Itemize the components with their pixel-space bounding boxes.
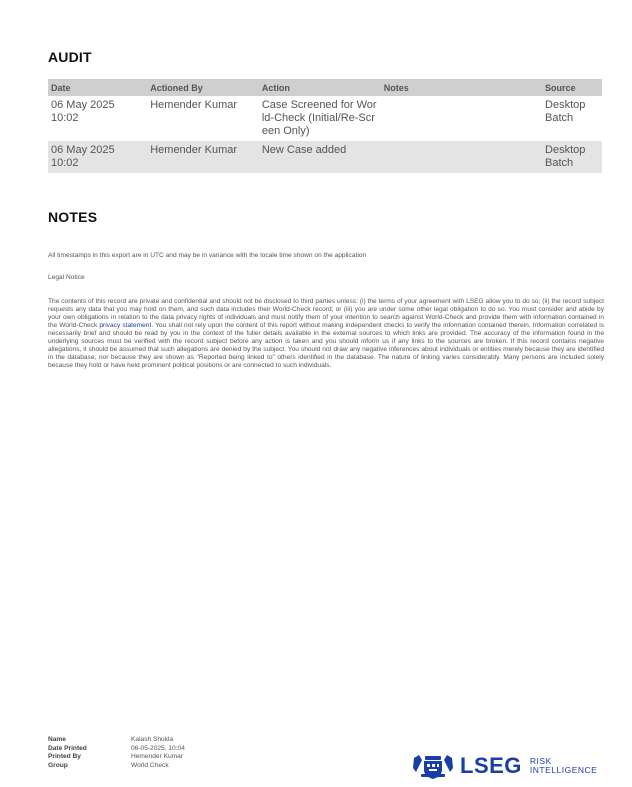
notes-title: NOTES <box>48 209 98 225</box>
meta-value: Kalash Shukla <box>131 736 174 743</box>
cell-notes <box>381 96 542 141</box>
audit-table <box>48 79 602 173</box>
audit-title: AUDIT <box>48 49 92 65</box>
logo-subtitle-line2: INTELLIGENCE <box>529 765 598 775</box>
column-header-source: Source <box>542 79 602 96</box>
meta-value: Hemender Kumar <box>131 753 184 760</box>
cell-actioned-by: Hemender Kumar <box>147 141 259 173</box>
meta-row-name <box>48 736 185 745</box>
logo-subtitle-line1: RISK <box>529 756 552 766</box>
cell-date: 06 May 2025 10:02 <box>48 96 147 141</box>
meta-label: Group <box>48 761 68 769</box>
column-header-action: Action <box>259 79 381 96</box>
audit-header-row <box>48 79 602 96</box>
legal-text-part2: . You shall not rely upon the content of this report without making independent checks to verify the information contained therein. Information correlated is necessarily brief and should be read by you in the context of the fuller details available in the external sources to which links are provided. The accuracy of the information found in the underlying sources must be verified with the record subject before any action is taken and you should inform us if any links to the sources are broken. If this record contains negative allegations, it should be assumed that such allegations are denied by the subject. You should not draw any negative inferences about individuals or entities merely because they are identified in the database, nor because they are shown as "Reported being linked to" others identified in the database. The nature of linking varies considerably. Many persons are included solely because they hold or have held prominent political positions or are connected to such individuals. <box>48 322 604 369</box>
column-header-actioned-by: Actioned By <box>147 79 259 96</box>
meta-label: Date Printed <box>48 744 87 752</box>
table-row <box>48 141 602 173</box>
legal-notice-heading: Legal Notice <box>48 274 85 281</box>
cell-actioned-by: Hemender Kumar <box>147 96 259 141</box>
column-header-notes: Notes <box>381 79 542 96</box>
cell-action: New Case added <box>259 141 381 173</box>
meta-value: 06-05-2025, 10:04 <box>131 744 185 752</box>
cell-notes <box>381 141 542 173</box>
logo-wordmark: LSEG <box>460 753 522 778</box>
meta-row-date <box>48 745 185 754</box>
legal-notice-body <box>48 298 604 370</box>
cell-source: Desktop Batch <box>542 96 602 141</box>
lseg-logo <box>412 752 597 780</box>
crest-icon <box>412 752 454 780</box>
column-header-date: Date <box>48 79 147 96</box>
cell-date: 06 May 2025 10:02 <box>48 141 147 173</box>
legal-text-part1: The contents of this record are private and confidential and should not be disclosed to third parties unless: (i) the terms of your agreement with LSEG allow you to do so; (ii) the record subject requests any data that you may hold on them, and such data includes their World-Check record; or (iii) you are under some other legal obligation to do so. You must consider and abide by your own obligations in relation to the data privacy rights of individuals and must notify them of your intention to search against World-Check and provide them with information contained in the World-Check <box>48 298 604 329</box>
meta-label: Printed By <box>48 753 81 760</box>
timestamp-note: All timestamps in this export are in UTC and may be in variance with the locale time shown on the application <box>48 252 367 259</box>
cell-action: Case Screened for World-Check (Initial/Re-Screen Only) <box>259 96 381 141</box>
print-metadata <box>48 736 185 770</box>
table-row <box>48 96 602 141</box>
privacy-statement-link[interactable]: privacy statement <box>99 322 152 329</box>
meta-label: Name <box>48 736 66 743</box>
meta-row-group <box>48 762 185 771</box>
meta-row-printed-by <box>48 753 185 762</box>
cell-source: Desktop Batch <box>542 141 602 173</box>
meta-value: World Check <box>131 761 169 769</box>
logo-subtitle <box>530 757 597 775</box>
